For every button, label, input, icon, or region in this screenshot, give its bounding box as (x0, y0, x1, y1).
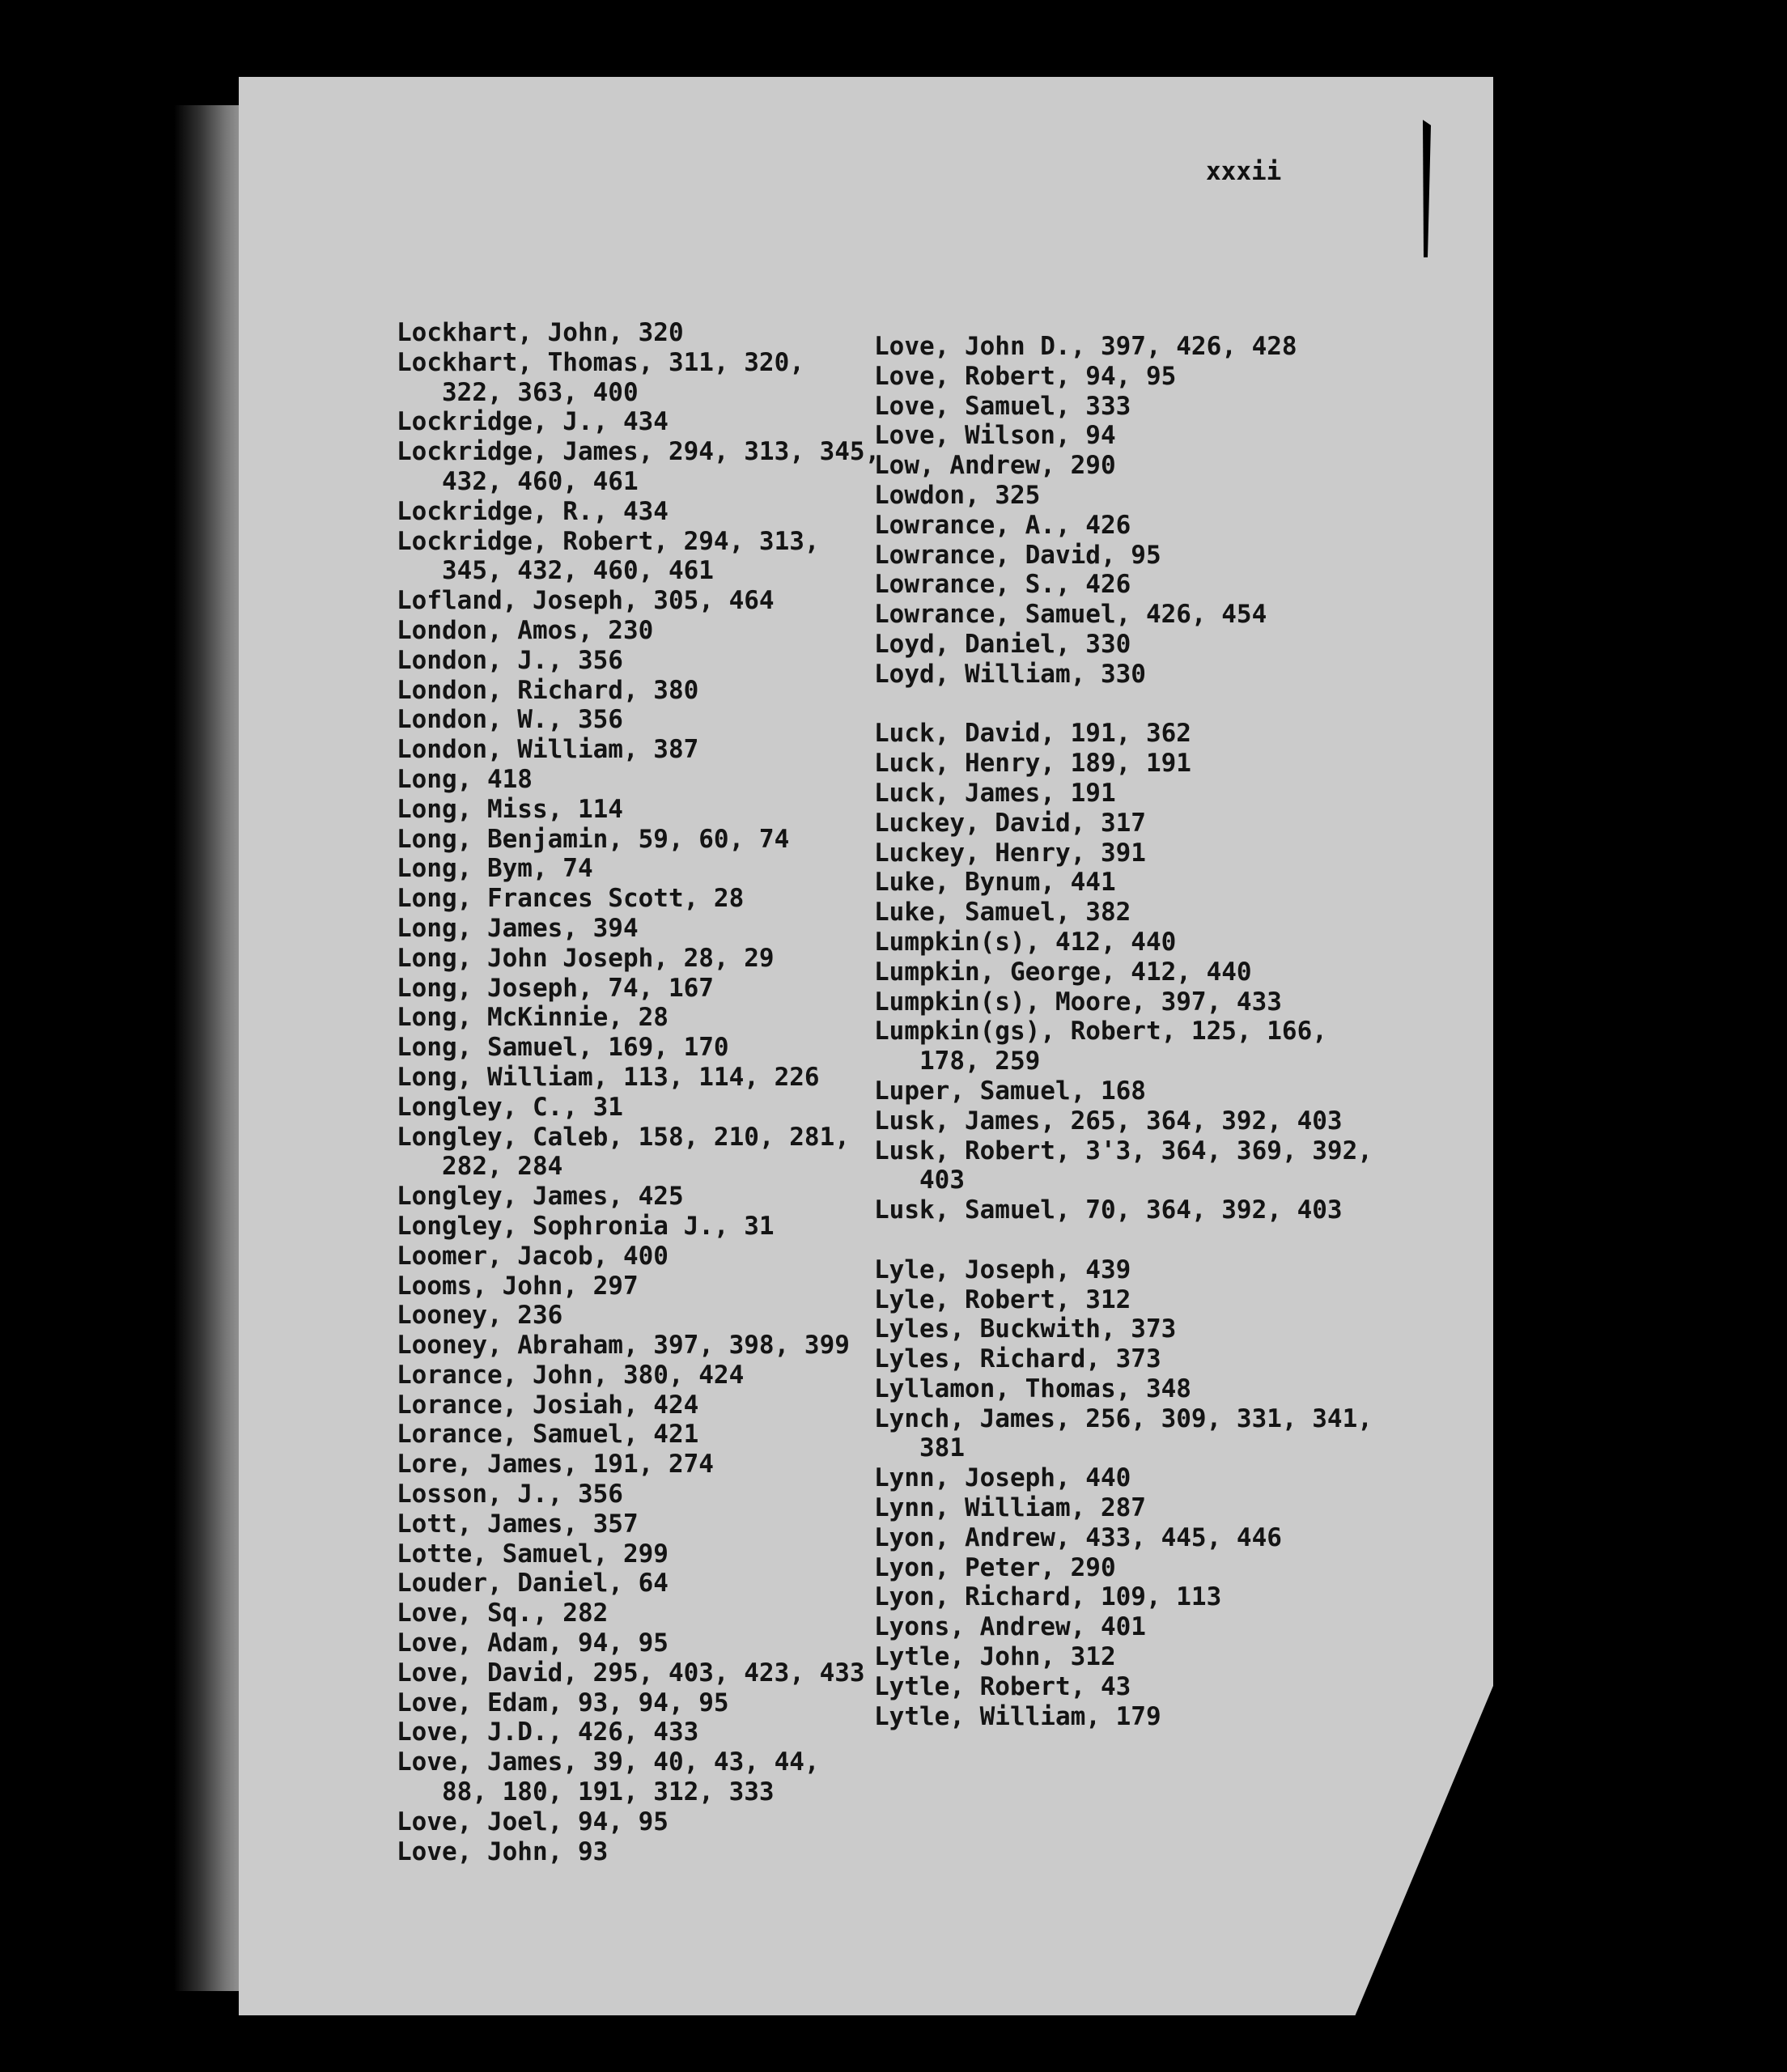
index-entry: Lockhart, Thomas, 311, 320, (397, 347, 804, 377)
index-entry: Lyle, Joseph, 439 (874, 1255, 1131, 1284)
index-entry: Lotte, Samuel, 299 (397, 1539, 669, 1569)
index-entry: Lowdon, 325 (874, 480, 1041, 510)
index-entry: Lusk, Robert, 3'3, 364, 369, 392, (874, 1136, 1373, 1166)
scan-shadow (174, 105, 247, 1991)
index-entry: 381 (874, 1433, 965, 1463)
index-entry: Love, Joel, 94, 95 (397, 1807, 669, 1836)
index-entry: Lumpkin(s), 412, 440 (874, 927, 1177, 957)
index-entry: Love, Robert, 94, 95 (874, 361, 1177, 391)
index-entry: 345, 432, 460, 461 (397, 556, 714, 586)
index-entry: 322, 363, 400 (397, 377, 639, 407)
index-entry: Long, Benjamin, 59, 60, 74 (397, 824, 790, 854)
index-entry: Love, Samuel, 333 (874, 391, 1131, 421)
index-entry: 88, 180, 191, 312, 333 (397, 1777, 775, 1807)
index-entry: Lore, James, 191, 274 (397, 1450, 714, 1480)
index-entry: London, W., 356 (397, 705, 623, 735)
index-entry: Lockridge, J., 434 (397, 407, 669, 437)
index-entry: Long, Frances Scott, 28 (397, 884, 745, 914)
index-entry: Luke, Samuel, 382 (874, 898, 1131, 928)
index-entry: Losson, J., 356 (397, 1480, 623, 1509)
index-entry: Lowrance, S., 426 (874, 570, 1131, 600)
index-entry: London, William, 387 (397, 735, 699, 765)
index-entry: Love, Adam, 94, 95 (397, 1628, 669, 1658)
index-entry: 282, 284 (397, 1152, 563, 1182)
index-entry: Lorance, Josiah, 424 (397, 1390, 699, 1420)
index-entry: Lockridge, James, 294, 313, 345, (397, 437, 881, 467)
index-entry: Lusk, Samuel, 70, 364, 392, 403 (874, 1195, 1343, 1225)
index-entry: Lyles, Richard, 373 (874, 1344, 1161, 1374)
index-entry: Long, McKinnie, 28 (397, 1003, 669, 1033)
index-entry: London, Richard, 380 (397, 675, 699, 705)
index-entry: Lynn, William, 287 (874, 1493, 1146, 1523)
page-number: xxxii (1206, 157, 1282, 186)
index-entry: Lyon, Peter, 290 (874, 1552, 1116, 1582)
index-entry: Lynch, James, 256, 309, 331, 341, (874, 1403, 1373, 1433)
index-entry: Lyon, Andrew, 433, 445, 446 (874, 1522, 1282, 1552)
index-entry: Lytle, William, 179 (874, 1701, 1161, 1731)
index-entry: Love, David, 295, 403, 423, 433 (397, 1658, 865, 1688)
index-entry: Love, John D., 397, 426, 428 (874, 332, 1297, 361)
index-entry: Love, J.D., 426, 433 (397, 1717, 699, 1747)
index-entry: Longley, C., 31 (397, 1092, 623, 1122)
index-entry: Love, James, 39, 40, 43, 44, (397, 1747, 820, 1777)
index-entry: Luck, David, 191, 362 (874, 719, 1191, 749)
index-entry: Lusk, James, 265, 364, 392, 403 (874, 1106, 1343, 1136)
index-entry: Long, 418 (397, 764, 533, 794)
index-entry: Luckey, David, 317 (874, 808, 1146, 838)
index-entry: Lyons, Andrew, 401 (874, 1612, 1146, 1642)
index-entry: London, J., 356 (397, 645, 623, 675)
index-entry: Lytle, Robert, 43 (874, 1671, 1131, 1701)
index-entry: Lumpkin(gs), Robert, 125, 166, (874, 1017, 1327, 1047)
index-entry: Lumpkin, George, 412, 440 (874, 957, 1252, 987)
index-entry: Lockridge, R., 434 (397, 496, 669, 526)
index-entry: Luper, Samuel, 168 (874, 1076, 1146, 1106)
index-entry: London, Amos, 230 (397, 615, 654, 645)
index-entry: Looms, John, 297 (397, 1271, 639, 1301)
index-entry: Long, William, 113, 114, 226 (397, 1062, 820, 1092)
index-entry: Long, Samuel, 169, 170 (397, 1033, 729, 1063)
index-entry: Lytle, John, 312 (874, 1642, 1116, 1672)
index-entry: Louder, Daniel, 64 (397, 1569, 669, 1599)
index-spacer (874, 1225, 1373, 1255)
index-entry: Lott, James, 357 (397, 1509, 639, 1539)
index-entry: Looney, 236 (397, 1301, 563, 1331)
index-entry: Love, John, 93 (397, 1836, 609, 1866)
index-entry: Longley, Sophronia J., 31 (397, 1211, 775, 1241)
index-entry: Luck, James, 191 (874, 778, 1116, 808)
index-entry: Lorance, John, 380, 424 (397, 1360, 745, 1390)
index-entry: Lyles, Buckwith, 373 (874, 1314, 1177, 1344)
index-column-left (397, 318, 880, 1866)
index-entry: 178, 259 (874, 1047, 1041, 1076)
index-entry: Love, Wilson, 94 (874, 421, 1116, 451)
index-entry: Long, Bym, 74 (397, 854, 593, 884)
index-entry: Love, Sq., 282 (397, 1599, 609, 1628)
index-spacer (874, 690, 1373, 720)
index-entry: 403 (874, 1166, 965, 1195)
index-entry: Luckey, Henry, 391 (874, 838, 1146, 868)
index-entry: Lowrance, Samuel, 426, 454 (874, 600, 1267, 630)
index-entry: Lockridge, Robert, 294, 313, (397, 526, 820, 556)
index-column-right (874, 332, 1373, 1731)
index-entry: Lorance, Samuel, 421 (397, 1420, 699, 1450)
index-entry: Loyd, Daniel, 330 (874, 629, 1131, 659)
index-entry: Lyon, Richard, 109, 113 (874, 1582, 1222, 1612)
index-entry: Luke, Bynum, 441 (874, 868, 1116, 898)
index-entry: Long, John Joseph, 28, 29 (397, 943, 775, 973)
index-entry: Lowrance, David, 95 (874, 540, 1161, 570)
index-entry: Luck, Henry, 189, 191 (874, 749, 1191, 779)
index-entry: Lockhart, John, 320 (397, 318, 684, 347)
index-entry: Love, Edam, 93, 94, 95 (397, 1688, 729, 1717)
index-entry: Lyle, Robert, 312 (874, 1284, 1131, 1314)
index-entry: Lofland, Joseph, 305, 464 (397, 586, 775, 616)
index-entry: Lyllamon, Thomas, 348 (874, 1374, 1191, 1403)
index-entry: Lynn, Joseph, 440 (874, 1463, 1131, 1493)
index-entry: Longley, Caleb, 158, 210, 281, (397, 1122, 850, 1152)
index-entry: Longley, James, 425 (397, 1182, 684, 1212)
index-entry: Low, Andrew, 290 (874, 451, 1116, 481)
index-entry: Long, Joseph, 74, 167 (397, 973, 714, 1003)
index-entry: Loomer, Jacob, 400 (397, 1241, 669, 1271)
index-entry: Loyd, William, 330 (874, 659, 1146, 689)
index-entry: Lowrance, A., 426 (874, 510, 1131, 540)
index-entry: Long, Miss, 114 (397, 794, 623, 824)
index-entry: 432, 460, 461 (397, 466, 639, 496)
index-entry: Looney, Abraham, 397, 398, 399 (397, 1331, 850, 1361)
index-entry: Lumpkin(s), Moore, 397, 433 (874, 987, 1282, 1017)
index-entry: Long, James, 394 (397, 913, 639, 943)
